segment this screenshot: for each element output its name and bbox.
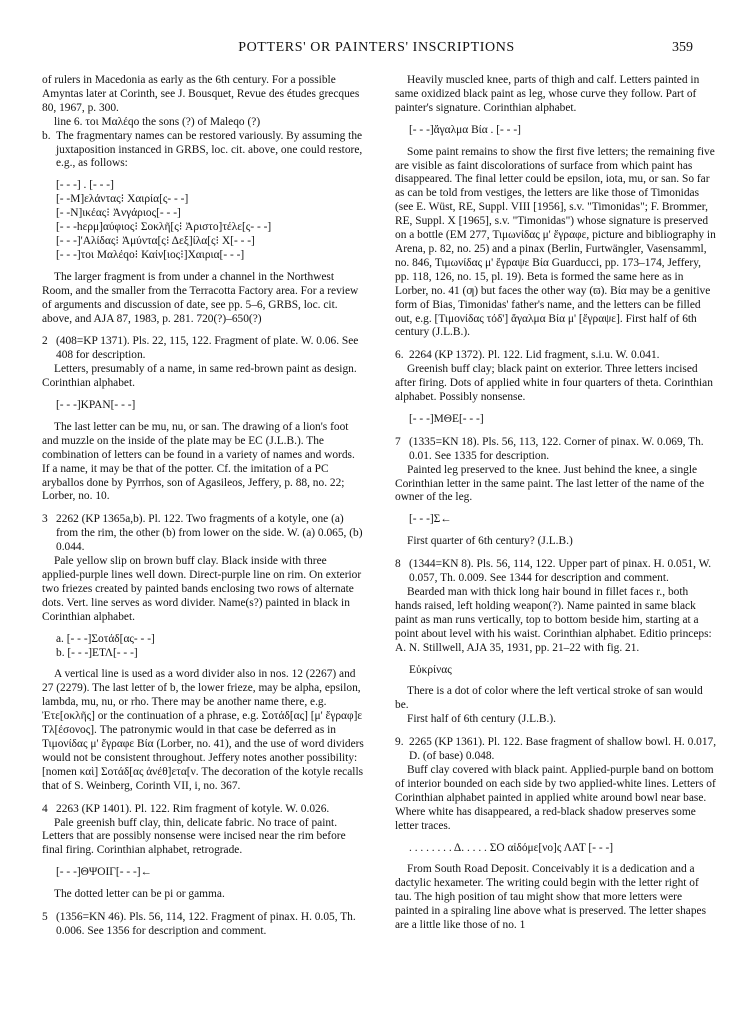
entry-description: Buff clay covered with black paint. Applied-purple band on bottom of interior bounded on each side by two applied-white lines. Letters of Corinthian alphabet painted in applied white around bowl near base. Where white has disappeared, a red-black shadow preserves some letter traces. — [395, 763, 716, 832]
entry-heading: (1356=KN 46). Pls. 56, 114, 122. Fragment of pinax. H. 0.05, Th. 0.006. See 1356 for description and comment. — [56, 911, 356, 937]
entry-number: 2 — [42, 335, 48, 348]
entry-number: 4 — [42, 802, 48, 815]
catalogue-entry-5 — [42, 911, 364, 939]
running-title: POTTERS' OR PAINTERS' INSCRIPTIONS — [238, 40, 515, 55]
restoration-line: [- -Μ]ελάντας⁝ Χαιρία[ς- - -] — [56, 193, 189, 206]
restoration-line: [- -Ν]ικέας⁝ Ἀνγάριος[- - -] — [56, 207, 181, 220]
catalogue-entry-9 — [395, 736, 717, 764]
entry-description: Pale yellow slip on brown buff clay. Black inside with three applied-purple lines well down. Direct-purple line on rim. On exterior two friezes created by painted bands enclosing two rows of alternate dots. Vert. line serves as word divider. Name(s?) painted in black in Corinthian alphabet. — [42, 555, 362, 623]
inscription: [- - -]ΜΘΕ[- - -] — [409, 412, 484, 425]
entry-description: Painted leg preserved to the knee. Just behind the knee, a single Corinthian letter in the same paint. The last letter of the name of the owner of the leg. — [395, 463, 705, 504]
entry-description: Bearded man with thick long hair bound in fillet faces r., both hands raised, left holding weapon(?). Name painted in same black paint as man runs vertically, top to bottom beside him, starting at a point about level with his waist. Corinthian alphabet. Editio princeps: A. N. Stillwell, AJA 35, 1931, pp. 21–22 with fig. 21. — [395, 586, 712, 654]
entry-commentary: There is a dot of color where the left vertical stroke of san would be. — [395, 685, 703, 712]
entry-description: Letters, presumably of a name, in same red-brown paint as design. Corinthian alphabet. — [42, 363, 357, 390]
page-number: 359 — [672, 40, 693, 55]
restoration-line: [- - -]'Αλίδας⁝ Ἀμύντα[ς⁝ Δεξ]ίλα[ς⁝ Χ[- - -] — [56, 234, 255, 247]
entry-commentary: A vertical line is used as a word divider also in nos. 12 (2267) and 27 (2279). The last letter of b, the lower frieze, may be alpha, epsilon, lambda, mu, nu, or rho. There may be another name there, e.g. Ἐτε[οκλῆς] or the continuation of a phrase, e.g. Σοτάδ[ας] [μ' ἔγραφ]ε Τλ[έσονος]. The patronymic would in that case be deferred as in Τιμονίδας μ' ἔγραφε Βία (Lorber, no. 41), and the use of word dividers would not be consistent throughout. Jeffery notes another possibility: [nomen καὶ] Σοτάδ[ας ἀνέθ]ετα[ν. The decoration of the kotyle recalls that of S. Weinberg, Corinth VII, i, no. 367. — [42, 668, 364, 792]
inscription: . . . . . . . . Δ. . . . . ΣΟ αἰδόμε[νο]ς ΛΑΤ [- - -] — [409, 841, 614, 854]
paragraph: The fragmentary names can be restored variously. By assuming the juxtaposition instanced in GRBS, loc. cit. above, one could restore, e.g., as follows: — [56, 129, 363, 170]
catalogue-entry-2 — [42, 335, 364, 363]
paragraph: of rulers in Macedonia as early as the 6th century. For a possible Amyntas later at Corinth, see J. Bousquet, Revue des études grecques 80, 1967, p. 300. — [42, 74, 360, 114]
inscription: b. [- - -]ΕΤΛ[- - -] — [56, 646, 138, 659]
right-column — [395, 74, 717, 933]
entry-number: 3 — [42, 513, 48, 526]
entry-commentary: The last letter can be mu, nu, or san. The drawing of a lion's foot and muzzle on the inside of the plate may be EC (J.L.B.). The combination of letters can be found in a variety of names and words. If a name, it may be that of the potter. Cf. the imitation of a PC aryballos done by Pyrrhos, son of Agasileos, Jeffery, p. 88, no. 22; Lorber, no. 10. — [42, 420, 355, 503]
catalogue-entry-3 — [42, 513, 364, 555]
catalogue-entry-6 — [395, 349, 717, 363]
entry-heading: 2264 (KP 1372). Pl. 122. Lid fragment, s.i.u. W. 0.041. — [409, 349, 660, 362]
entry-commentary: Some paint remains to show the first five letters; the remaining five are visible as faint discolorations of surface from which paint has disappeared. The final letter could be epsilon, iota, mu, or san. So far as can be told from vestiges, the letters are like those of Timonidas (see E. Wüst, RE, Suppl. VIII [1956], s.v. "Timonidas"; F. Brommer, RE, Suppl. X [1965], s.v. "Timonidas") whose signature is preserved on a bottle (EM 277, Τιμωνίδας μ' ἔγραφε, picture and bibliography in Arena, p. 82, no. 25) and a pinax (Berlin, Furtwängler, Vasensamml, no. 846, Τιμωνίδας μ' ἔγραψε Βία Guarducci, pp. 173–174, Jeffery, pp. 118, 126, no. 15, pl. 19). Beta is formed the same here as in Lorber, no. 41 (ƣ) but faces the other way (ϖ). Βία may be a genitive form of Bias, Timonidas' father's name, and the letters can be filled out, e.g. [Τιμονίδας τόδ'] ἄγαλμα Βία μ' [ἔγραψε]. First half of 6th century (J.L.B.). — [395, 145, 716, 339]
catalogue-entry-7 — [395, 436, 717, 464]
entry-heading: (1335=KN 18). Pls. 56, 113, 122. Corner of pinax. W. 0.069, Th. 0.01. See 1335 for description. — [409, 435, 704, 462]
entry-commentary: First quarter of 6th century? (J.L.B.) — [407, 535, 573, 548]
entry-number: 8 — [395, 558, 401, 571]
restoration-line: [- - -hερμ]αύφιος⁝ Σοκλῆ[ς⁝ Ἀριστο]τέλε[ς- - -] — [56, 221, 272, 234]
inscription: [- - -]Σ← — [409, 513, 452, 526]
left-column — [42, 74, 364, 939]
entry-number: 6. — [395, 349, 404, 362]
page-header — [60, 40, 693, 62]
entry-commentary: From South Road Deposit. Conceivably it is a dedication and a dactylic hexameter. The writing could begin with the letter right of tau. The high position of tau might show that more letters were painted in a spiraling line above what is preserved. The letter shapes are a little like those of no. 1 — [395, 863, 707, 932]
note-label: b. — [42, 129, 51, 142]
entry-description: Heavily muscled knee, parts of thigh and calf. Letters painted in same oxidized black paint as leg, whose curve they follow. Part of painter's signature. Corinthian alphabet. — [395, 74, 700, 114]
restoration-block — [56, 179, 364, 262]
entry-number: 9. — [395, 736, 404, 749]
entry-number: 5 — [42, 911, 48, 924]
entry-commentary: First half of 6th century (J.L.B.). — [407, 713, 557, 726]
entry-heading: 2263 (KP 1401). Pl. 122. Rim fragment of kotyle. W. 0.026. — [56, 802, 330, 815]
entry-heading: (408=KP 1371). Pls. 22, 115, 122. Fragment of plate. W. 0.06. See 408 for description. — [56, 335, 359, 362]
entry-description: Pale greenish buff clay, thin, delicate fabric. No trace of paint. Letters that are possibly nonsense were incised near the rim before final firing. Corinthian alphabet, retrograde. — [42, 816, 346, 857]
restoration-line: [- - -] . [- - -] — [56, 179, 114, 192]
inscription: [- - -]ΘΨΟΙΓ[- - -]← — [56, 866, 152, 879]
inscription: a. [- - -]Σοτάδ[ας- - -] — [56, 632, 155, 645]
note-b — [42, 130, 364, 172]
catalogue-entry-4 — [42, 803, 364, 817]
restoration-line: [- - -]τοι Μαλέqo⁝ Καίν[ιος⁝]Χαιρια[- - -] — [56, 248, 245, 261]
line-note: line 6. τοι Μαλέqo the sons (?) of Maleqo (?) — [54, 115, 261, 128]
entry-number: 7 — [395, 435, 401, 448]
entry-heading: 2262 (KP 1365a,b). Pl. 122. Two fragments of a kotyle, one (a) from the rim, the other (b) from lower on the side. W. (a) 0.065, (b) 0.044. — [56, 513, 363, 554]
inscription-group — [56, 633, 364, 661]
entry-heading: 2265 (KP 1361). Pl. 122. Base fragment of shallow bowl. H. 0.017, D. (of base) 0.048. — [409, 736, 717, 763]
inscription: [- - -]ΚΡΑΝ[- - -] — [56, 399, 136, 412]
catalogue-entry-8 — [395, 558, 717, 586]
paragraph: The larger fragment is from under a channel in the Northwest Room, and the smaller from the Terracotta Factory area. For a review of arguments and discussion of date, see pp. 5–6, GRBS, loc. cit. above, and AJA 87, 1983, p. 281. 720(?)–650(?) — [42, 270, 359, 325]
inscription: Εὐκρίνας — [409, 663, 452, 676]
entry-heading: (1344=KN 8). Pls. 56, 114, 122. Upper part of pinax. H. 0.051, W. 0.057, Th. 0.009. See 1344 for description and comment. — [409, 558, 712, 585]
entry-commentary: The dotted letter can be pi or gamma. — [54, 888, 225, 901]
entry-description: Greenish buff clay; black paint on exterior. Three letters incised after firing. Dots of applied white in four quarters of theta. Corinthian alphabet. Possibly nonsense. — [395, 363, 713, 404]
inscription: [- - -]ἄγαλμα Βία . [- - -] — [409, 123, 521, 136]
